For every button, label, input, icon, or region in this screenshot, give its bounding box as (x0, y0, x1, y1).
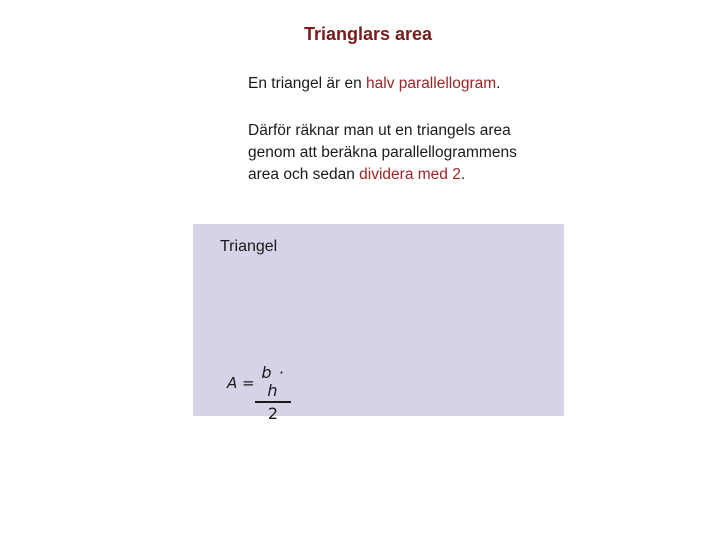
formula-denominator: 2 (267, 404, 279, 423)
formula-lhs: A = (227, 374, 255, 392)
explanation-highlight: dividera med 2 (359, 166, 461, 183)
explanation-end: . (460, 166, 466, 183)
intro-highlight: halv parallellogram (366, 75, 497, 92)
triangle-label: Triangel (220, 238, 278, 255)
explanation-line-3 (248, 164, 568, 186)
intro-text: En triangel är en (248, 75, 367, 92)
explanation-line-2: genom att beräkna parallellogrammens (248, 144, 517, 161)
explanation-paragraph (248, 120, 568, 186)
triangle-box (193, 224, 564, 423)
formula-numerator: b · h (261, 363, 285, 400)
slide-title: Trianglars area (303, 24, 433, 44)
intro-paragraph (248, 73, 500, 95)
explanation-line-1: Därför räknar man ut en triangels area (248, 122, 511, 139)
intro-end: . (496, 75, 501, 92)
explanation-line-3-text: area och sedan (248, 166, 360, 183)
formula-fraction (255, 364, 291, 423)
fraction-bar (255, 401, 291, 403)
